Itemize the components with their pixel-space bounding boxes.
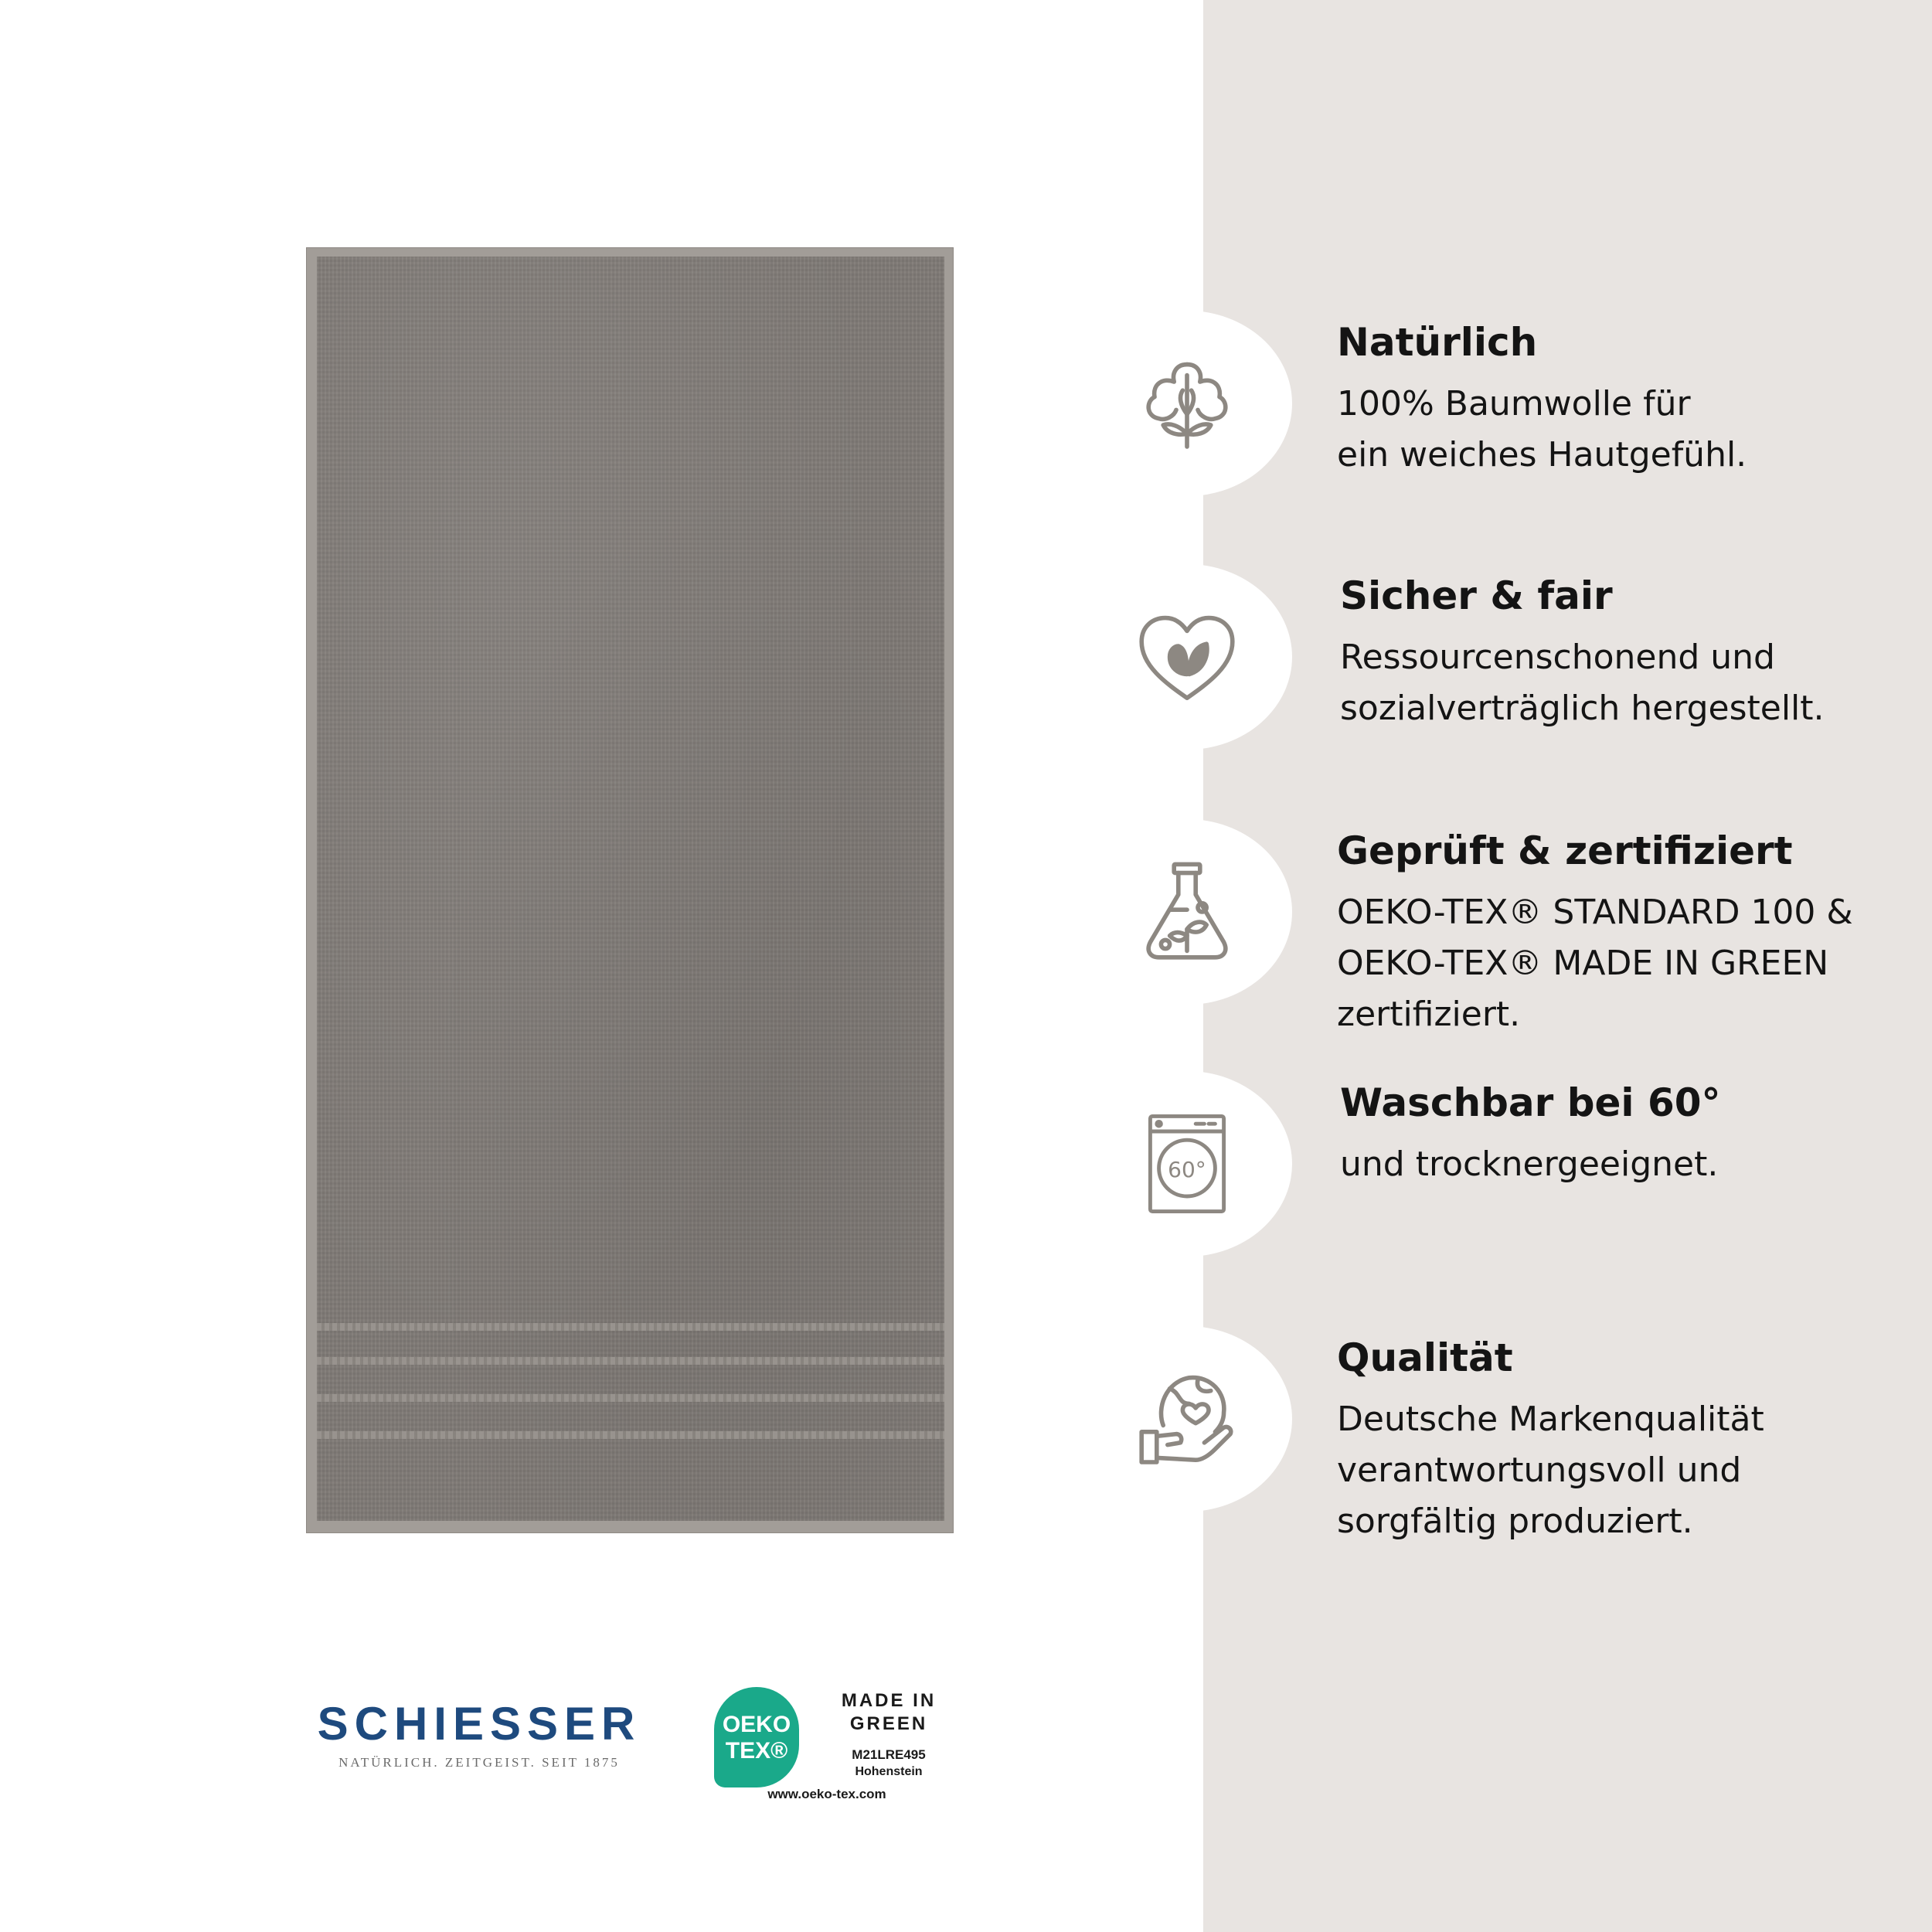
- feature-natuerlich: [1082, 311, 1924, 496]
- towel-pile: [317, 257, 944, 1521]
- icon-circle: [1082, 311, 1292, 496]
- feature-description-line: OEKO-TEX® STANDARD 100 &: [1337, 893, 1853, 932]
- brand-tagline: NATÜRLICH. ZEITGEIST. SEIT 1875: [338, 1755, 620, 1770]
- feature-title: Natürlich: [1337, 320, 1538, 365]
- made-in-green-line2: GREEN: [849, 1713, 928, 1734]
- feature-description: [1337, 887, 1853, 1040]
- cotton-flower-icon: [1133, 349, 1241, 457]
- made-in-green-label: [827, 1689, 951, 1781]
- feature-description-line: ein weiches Hautgefühl.: [1337, 435, 1747, 474]
- feature-description: [1337, 1394, 1764, 1547]
- oeko-tex-badge-line1: OEKO: [722, 1712, 791, 1737]
- feature-sicher-fair: [1082, 564, 1924, 750]
- icon-circle: [1082, 1326, 1292, 1512]
- heart-leaf-icon: [1133, 603, 1241, 711]
- feature-title: Geprüft & zertifiziert: [1337, 828, 1793, 873]
- feature-geprueft: [1082, 819, 1924, 1034]
- feature-title: Sicher & fair: [1340, 573, 1613, 618]
- made-in-green-line1: MADE IN: [841, 1690, 937, 1711]
- certification-code: M21LRE495: [852, 1747, 926, 1762]
- product-image-towel: [306, 247, 954, 1533]
- feature-description-line: zertifiziert.: [1337, 995, 1521, 1034]
- icon-circle: [1082, 819, 1292, 1005]
- brand-name: SCHIESSER: [317, 1698, 641, 1750]
- flask-plant-icon: [1133, 858, 1241, 966]
- brand-logo: [317, 1697, 641, 1770]
- towel-border-stripe: [317, 1357, 944, 1365]
- feature-title: Waschbar bei 60°: [1340, 1080, 1721, 1125]
- feature-description: [1340, 632, 1825, 734]
- towel-border-stripe: [317, 1323, 944, 1331]
- oeko-tex-badge: [714, 1687, 799, 1787]
- feature-description-line: und trocknergeeignet.: [1340, 1145, 1719, 1184]
- towel-border-stripe: [317, 1394, 944, 1402]
- icon-circle: [1082, 564, 1292, 750]
- feature-qualitaet: [1082, 1326, 1924, 1541]
- feature-description: [1340, 1139, 1718, 1190]
- oeko-tex-url: www.oeko-tex.com: [767, 1787, 886, 1801]
- icon-circle: [1082, 1071, 1292, 1257]
- certification-institute: Hohenstein: [855, 1765, 923, 1778]
- feature-description-line: OEKO-TEX® MADE IN GREEN: [1337, 944, 1829, 983]
- washing-machine-icon: [1133, 1110, 1241, 1218]
- wash-temperature-label: 60°: [1168, 1156, 1206, 1182]
- feature-waschbar: [1082, 1071, 1924, 1257]
- hand-globe-heart-icon: [1133, 1365, 1241, 1473]
- feature-title: Qualität: [1337, 1335, 1513, 1380]
- feature-description-line: Deutsche Markenqualität: [1337, 1400, 1764, 1439]
- feature-description-line: Ressourcenschonend und: [1340, 638, 1775, 677]
- towel-border-stripe: [317, 1431, 944, 1439]
- feature-description-line: sorgfältig produziert.: [1337, 1502, 1693, 1541]
- feature-description-line: sozialverträglich hergestellt.: [1340, 689, 1825, 728]
- feature-description-line: 100% Baumwolle für: [1337, 384, 1691, 423]
- feature-description-line: verantwortungsvoll und: [1337, 1451, 1742, 1490]
- feature-description: [1337, 379, 1747, 481]
- oeko-tex-badge-line2: TEX®: [725, 1738, 788, 1764]
